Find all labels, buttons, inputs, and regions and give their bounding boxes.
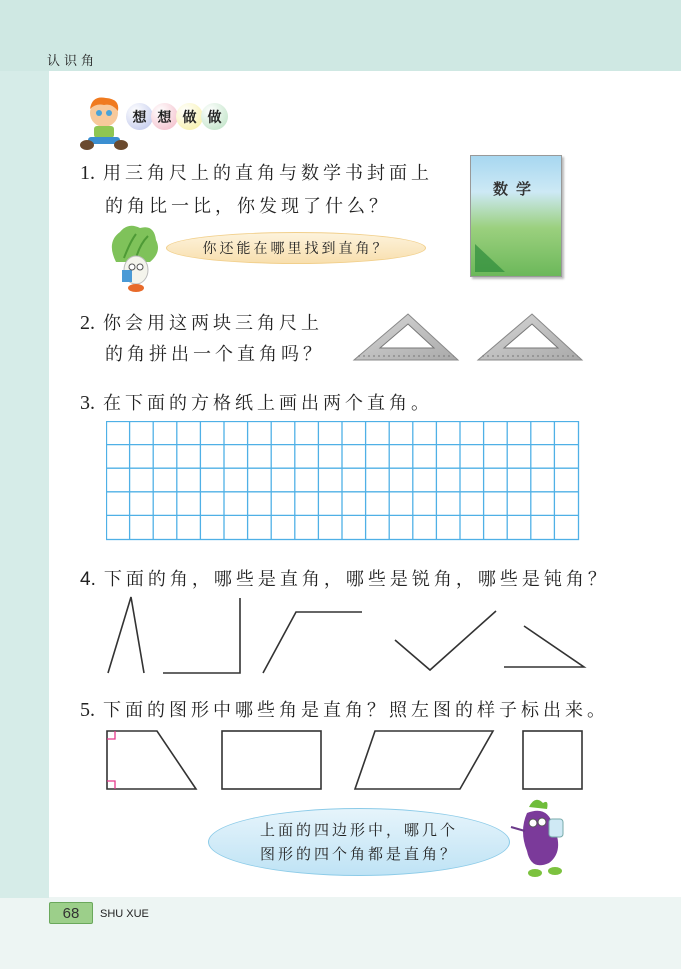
- question-2-line-2: 的角拼出一个直角吗？: [105, 344, 325, 365]
- question-2-line-1: 你会用这两块三角尺上: [103, 313, 323, 334]
- cabbage-mascot-icon: [106, 222, 166, 294]
- square: [523, 731, 582, 789]
- book-title: 数学: [492, 180, 539, 198]
- hint-text-line-1: 上面的四边形中，哪几个: [259, 821, 458, 839]
- right-trapezoid: [107, 731, 196, 789]
- hint-text: 你还能在哪里找到直角？: [202, 241, 390, 257]
- question-number: 3.: [80, 392, 95, 414]
- set-square-icon: [478, 314, 582, 360]
- acute-angle-2: [395, 611, 496, 670]
- hint-bubble-find-right-angles: [166, 232, 426, 264]
- boy-mascot-icon: [78, 95, 130, 153]
- question-number: 1.: [80, 162, 95, 184]
- question-3: [80, 386, 433, 421]
- page-number-badge: 68: [49, 902, 93, 924]
- angles-figure: [0, 590, 681, 680]
- hint-text-line-2: 图形的四个角都是直角？: [259, 845, 458, 863]
- title-ball: 想: [151, 103, 178, 130]
- top-band: [0, 0, 681, 71]
- question-number: 4.: [80, 569, 96, 590]
- question-5-text: 下面的图形中哪些角是直角？照左图的样子标出来。: [103, 700, 609, 721]
- question-3-text: 在下面的方格纸上画出两个直角。: [103, 393, 433, 414]
- book-triangle-icon: [471, 226, 561, 276]
- question-4-text: 下面的角，哪些是直角，哪些是锐角，哪些是钝角？: [103, 569, 610, 590]
- chapter-title: 认识角: [47, 54, 99, 69]
- set-square-icon: [354, 314, 458, 360]
- acute-angle-3: [504, 626, 584, 667]
- set-squares-image: [350, 308, 590, 364]
- question-number: 2.: [80, 312, 95, 334]
- title-ball: 想: [126, 103, 153, 130]
- title-ball: 做: [201, 103, 228, 130]
- title-ball: 做: [176, 103, 203, 130]
- question-5: [80, 693, 609, 728]
- right-angle: [163, 598, 240, 673]
- hint-bubble-four-right-angles: [208, 808, 510, 876]
- question-1-line-2: 的角比一比，你发现了什么？: [105, 196, 391, 217]
- question-number: 5.: [80, 699, 95, 721]
- right-angle-marker: [107, 781, 115, 789]
- acute-angle-1: [108, 597, 144, 673]
- grid-paper[interactable]: [106, 421, 580, 541]
- question-1-line-1: 用三角尺上的直角与数学书封面上: [103, 163, 433, 184]
- footer-subject: SHU XUE: [100, 908, 149, 920]
- rectangle: [222, 731, 321, 789]
- math-book-cover-image: [470, 155, 562, 277]
- eggplant-mascot-icon: [505, 795, 575, 880]
- section-title-think-and-do: [128, 103, 228, 130]
- parallelogram: [355, 731, 493, 789]
- question-2: [80, 306, 323, 341]
- quadrilaterals-figure: [0, 725, 681, 797]
- right-angle-marker: [107, 731, 115, 739]
- obtuse-angle: [263, 612, 362, 673]
- question-1: [80, 156, 433, 191]
